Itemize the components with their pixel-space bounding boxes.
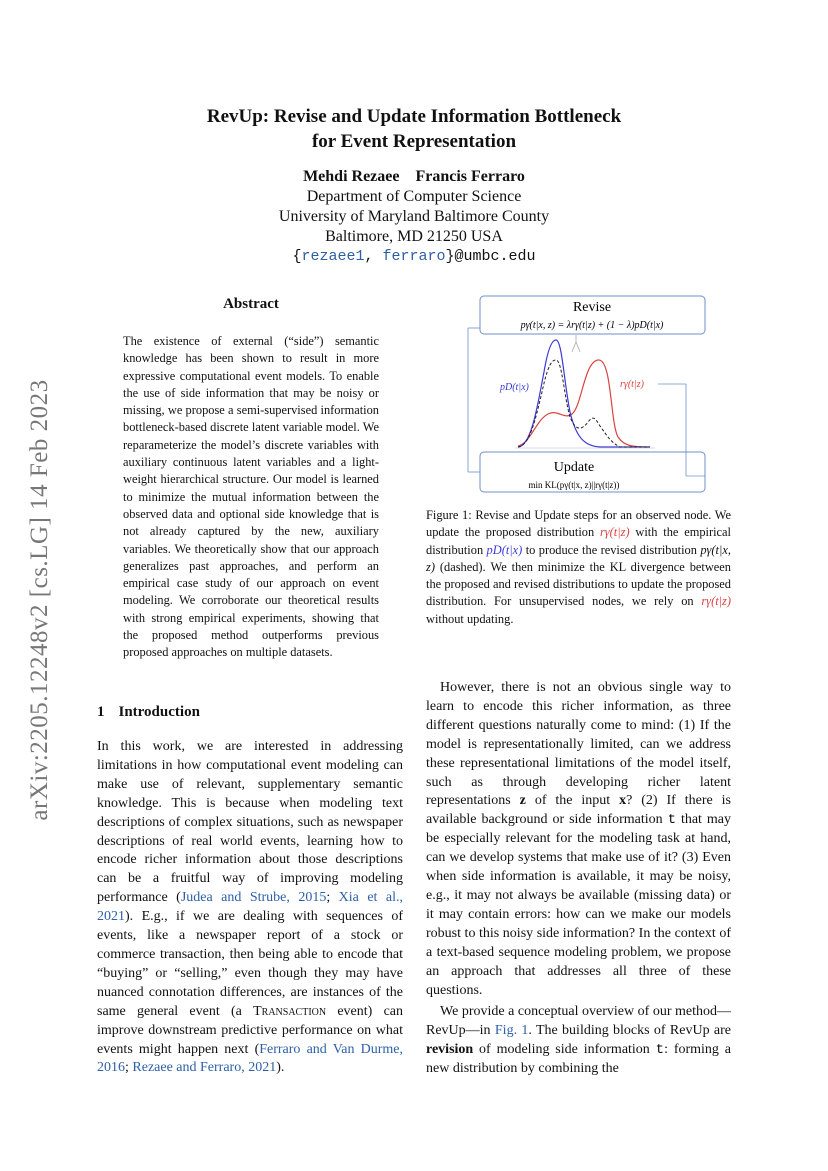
p1-text-a: In this work, we are interested in addressing limitations in how computational event modeling can make use of relevant, supplementary semantic knowledge. This is because when modeling text descriptions of complex situations, such as newspaper descriptions of real world events, learning how to encode richer information about those descriptions can be a fruitful way of improving modeling performance ( xyxy=(97,739,403,906)
caption-r-1: rγ(t|z) xyxy=(599,525,630,540)
caption-text-2: with the empirical distribution xyxy=(426,525,731,557)
update-label: Update xyxy=(553,460,595,475)
caption-text-3: to produce the revised distribution xyxy=(522,542,701,557)
r-label: rγ(t|z) xyxy=(620,379,644,390)
section-title: Introduction xyxy=(118,704,200,720)
p2-text-d: that may be especially relevant for the modeling task at hand, can we develop systems that make use of it? (3) Even when side information is available, it may be noisy, e.g., it may not always be available (missing data) or it may contain errors: how can we make our models robust to this noisy side information? In the context of a text-based sequence modeling problem, we propose an approach that addresses all three of these questions. xyxy=(426,812,731,998)
section-number: 1 xyxy=(97,704,105,720)
title-line-2: for Event Representation xyxy=(311,131,517,152)
p3-text-d: : forming a new distribution by combining the xyxy=(426,1041,731,1076)
caption-text-4: (dashed). We then minimize the KL divergence between the proposed and revised distributions to update the proposed distribution. For unsupervised nodes, we rely on xyxy=(426,559,731,609)
email-domain: }@umbc.edu xyxy=(445,248,536,265)
citation-ferraro-vandurme[interactable]: Ferraro and Van Durme, 2016 xyxy=(97,1041,403,1076)
affiliation-2: University of Maryland Baltimore County xyxy=(278,208,550,225)
author-1: Mehdi Rezaee xyxy=(303,168,400,185)
affiliation-1: Department of Computer Science xyxy=(306,188,522,205)
figure-1-link[interactable]: Fig. 1 xyxy=(494,1022,529,1038)
citation-xia[interactable]: Xia et al., 2021 xyxy=(97,890,403,925)
blue-curve xyxy=(518,340,650,447)
author-names xyxy=(0,167,828,187)
var-t-2: t xyxy=(655,1041,665,1058)
revision-bold: revision xyxy=(426,1041,474,1057)
email-line xyxy=(0,247,828,267)
author-2: Francis Ferraro xyxy=(415,168,525,185)
caption-p: pγ(t|x, z) xyxy=(426,542,731,574)
p2-text-c: ? (2) If there is available background or side information xyxy=(426,793,731,828)
section-heading-introduction xyxy=(97,704,200,721)
affiliation-3: Baltimore, MD 21250 USA xyxy=(325,228,503,245)
update-formula: min KL(pγ(t|x, z)||rγ(t|z)) xyxy=(528,480,620,490)
var-t: t xyxy=(667,812,677,829)
transaction-smallcaps: Transaction xyxy=(253,1003,327,1019)
caption-pd: pD(t|x) xyxy=(486,542,523,557)
title-line-1: RevUp: Revise and Update Information Bottleneck xyxy=(206,106,622,127)
figure-1 xyxy=(460,292,710,497)
revise-formula: pγ(t|x, z) = λrγ(t|z) + (1 − λ)pD(t|x) xyxy=(520,320,664,331)
p2-text-b: of the input xyxy=(525,793,620,809)
p1-text-b: ). E.g., if we are dealing with sequences of events, like a newspaper report of a stock or commerce transaction, then being able to encode that “buying” or “selling,” even though they may have nuanced connotation differences, are instances of the same general event (a xyxy=(97,909,403,1019)
p2-text-a: However, there is not an obvious single way to learn to encode this richer information, as three different questions naturally come to mind: (1) If the model is representationally limited, can we address these representational limitations of the model itself, such as through developing richer latent representations xyxy=(426,680,731,809)
p3-text-a: We provide a conceptual overview of our method—RevUp—in xyxy=(426,1004,731,1038)
email-separator: , xyxy=(364,248,383,265)
paper-title xyxy=(0,104,828,154)
author-block xyxy=(0,167,828,267)
email-link-2[interactable]: ferraro xyxy=(382,248,446,265)
intro-paragraph-3 xyxy=(426,1003,731,1079)
arxiv-identifier: arXiv:2205.12248v2 [cs.LG] 14 Feb 2023 xyxy=(26,379,53,821)
caption-text-5: without updating. xyxy=(426,611,514,626)
var-x: x xyxy=(619,793,627,809)
pd-label: pD(t|x) xyxy=(500,382,529,393)
p1-text-d: ). xyxy=(276,1060,285,1076)
citation-judea-strube[interactable]: Judea and Strube, 2015 xyxy=(180,890,327,906)
p1-text-c: event) can improve downstream predictive performance on what events might happen next ( xyxy=(97,1003,403,1057)
caption-text-1: Figure 1: Revise and Update steps for an observed node. We update the proposed distribution xyxy=(426,508,731,540)
p1-sep-1: ; xyxy=(326,890,339,906)
caption-r-2: rγ(t|z) xyxy=(701,594,731,609)
intro-paragraph-2 xyxy=(426,679,731,1000)
email-brace: { xyxy=(292,248,302,265)
intro-paragraph-1 xyxy=(97,738,403,1078)
p3-text-b: . The building blocks of RevUp are xyxy=(528,1022,731,1038)
revise-label: Revise xyxy=(572,300,612,315)
revise-arrow xyxy=(572,342,580,352)
p3-text-c: of modeling side information xyxy=(473,1041,656,1057)
citation-rezaee-ferraro[interactable]: Rezaee and Ferraro, 2021 xyxy=(132,1060,277,1076)
abstract-heading: Abstract xyxy=(223,296,279,312)
figure-1-caption xyxy=(426,507,731,628)
p1-sep-2: ; xyxy=(125,1060,133,1076)
var-z: z xyxy=(519,793,526,809)
abstract-text: The existence of external (“side”) semantic knowledge has been shown to result in more expressive computational event models. To enable the use of side information that may be noisy or missing, we propose a semi-supervised information bottleneck-based discrete latent variable model. We reparameterize the model’s discrete variables with auxiliary continuous latent variables and a light-weight hierarchical structure. Our model is learned to minimize the mutual information between the observed data and optional side knowledge that is not already captured by the new, auxiliary variables. We theoretically show that our approach generalizes past approaches, and perform an empirical case study of our approach on event modeling. We corroborate our theoretical results with strong empirical experiments, showing that the proposed method outperforms previous proposed approaches on multiple datasets. xyxy=(123,334,379,660)
email-link-1[interactable]: rezaee1 xyxy=(301,248,365,265)
